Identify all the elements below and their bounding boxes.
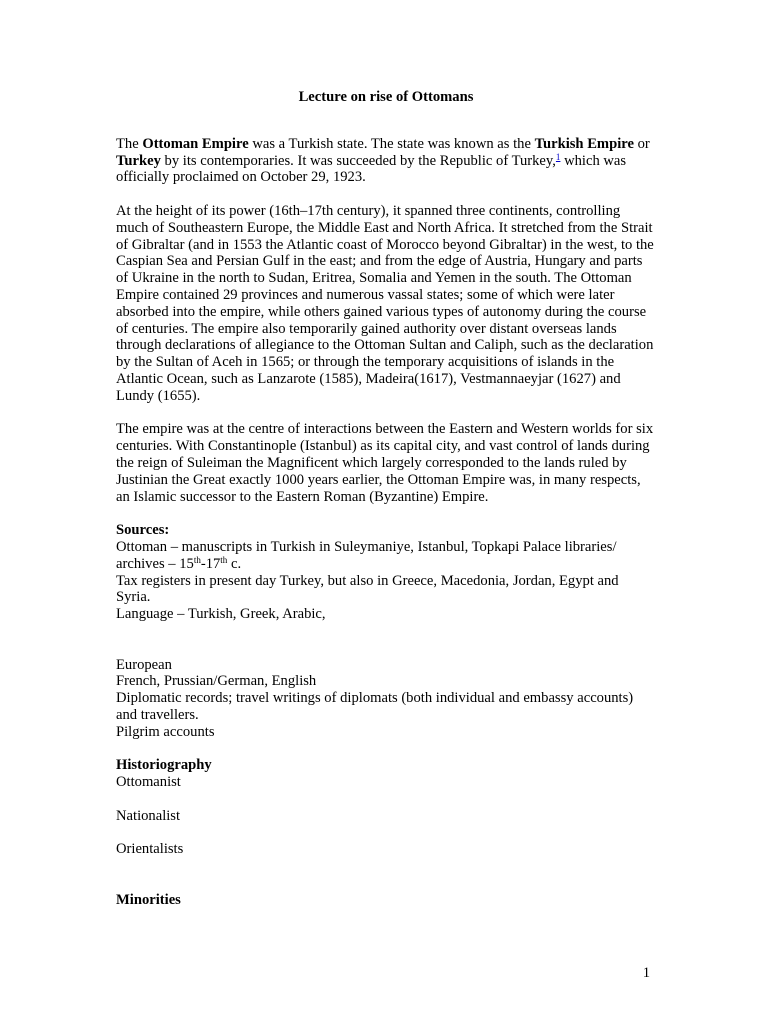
historiography-item: Ottomanist — [116, 774, 181, 791]
minorities-heading — [116, 892, 656, 909]
text: by its contemporaries. It was succeeded by the Republic of Turkey, — [160, 152, 556, 169]
text: which was officially proclaimed on October 29, 1923. — [116, 152, 627, 186]
text: or — [633, 135, 650, 152]
historiography-item: Orientalists — [116, 841, 184, 858]
page-number: 1 — [642, 965, 650, 981]
text: was a Turkish state. The state was known as the — [248, 135, 535, 152]
minorities-heading-text: Minorities — [116, 891, 181, 908]
sources-ottoman — [116, 539, 656, 573]
paragraph-extent: At the height of its power (16th–17th century), it spanned three continents, controlling much of Southeastern Europe, the Middle East and North Africa. It stretched from the Strait of Gibraltar (and in 1553 the Atlantic coast of Morocco beyond Gibraltar) in the west, to the Caspian Sea and Persian Gulf in the east; and from the edge of Austria, Hungary and parts of Ukraine in the north to Sudan, Eritrea, Somalia and Yemen in the south. The Ottoman Empire contained 29 provinces and numerous vassal states; some of which were later absorbed into the empire, while others gained various types of autonomy during the course of centuries. The empire also temporarily gained authority over distant overseas lands through declarations of allegiance to the Ottoman Sultan and Caliph, such as the declaration by the Sultan of Aceh in 1565; or through the temporary acquisitions of islands in the Atlantic Ocean, such as Lanzarote (1585), Madeira(1617), Vestmannaeyjar (1627) and Lundy (1655). — [116, 202, 654, 404]
sources-heading — [116, 522, 656, 539]
superscript: th — [193, 554, 201, 565]
text: Ottoman – manuscripts in Turkish in Suleymaniye, Istanbul, Topkapi Palace libraries/ archives – 15 — [116, 538, 617, 572]
sources-heading-text: Sources: — [116, 522, 170, 539]
sources-pilgrim: Pilgrim accounts — [116, 723, 215, 740]
bold-term-turkish-empire: Turkish Empire — [534, 135, 634, 152]
text: c. — [227, 555, 242, 572]
document-body — [116, 89, 656, 908]
historiography-heading — [116, 757, 656, 774]
paragraph-intro — [116, 136, 656, 186]
document-title: Lecture on rise of Ottomans — [298, 89, 474, 105]
bold-term-ottoman-empire: Ottoman Empire — [142, 135, 249, 152]
historiography-heading-text: Historiography — [116, 757, 212, 774]
paragraph-interactions: The empire was at the centre of interactions between the Eastern and Western worlds for six centuries. With Constantinople (Istanbul) as its capital city, and vast control of lands during the reign of Suleiman the Magnificent which largely corresponded to the lands ruled by Justinian the Great exactly 1000 years earlier, the Ottoman Empire was, in many respects, an Islamic successor to the Eastern Roman (Byzantine) Empire. — [116, 421, 654, 505]
sources-european-langs: French, Prussian/German, English — [116, 673, 317, 690]
footnote-link[interactable]: 1 — [555, 151, 561, 162]
sources-language: Language – Turkish, Greek, Arabic, — [116, 606, 326, 623]
bold-term-turkey: Turkey — [116, 152, 161, 169]
historiography-item: Nationalist — [116, 807, 181, 824]
sources-tax: Tax registers in present day Turkey, but also in Greece, Macedonia, Jordan, Egypt and Syria. — [116, 572, 619, 606]
superscript: th — [220, 554, 228, 565]
text: The — [116, 135, 143, 152]
sources-diplomatic: Diplomatic records; travel writings of diplomats (both individual and embassy accounts) and travellers. — [116, 690, 634, 723]
text: -17 — [200, 555, 221, 572]
sources-european: European — [116, 656, 172, 673]
